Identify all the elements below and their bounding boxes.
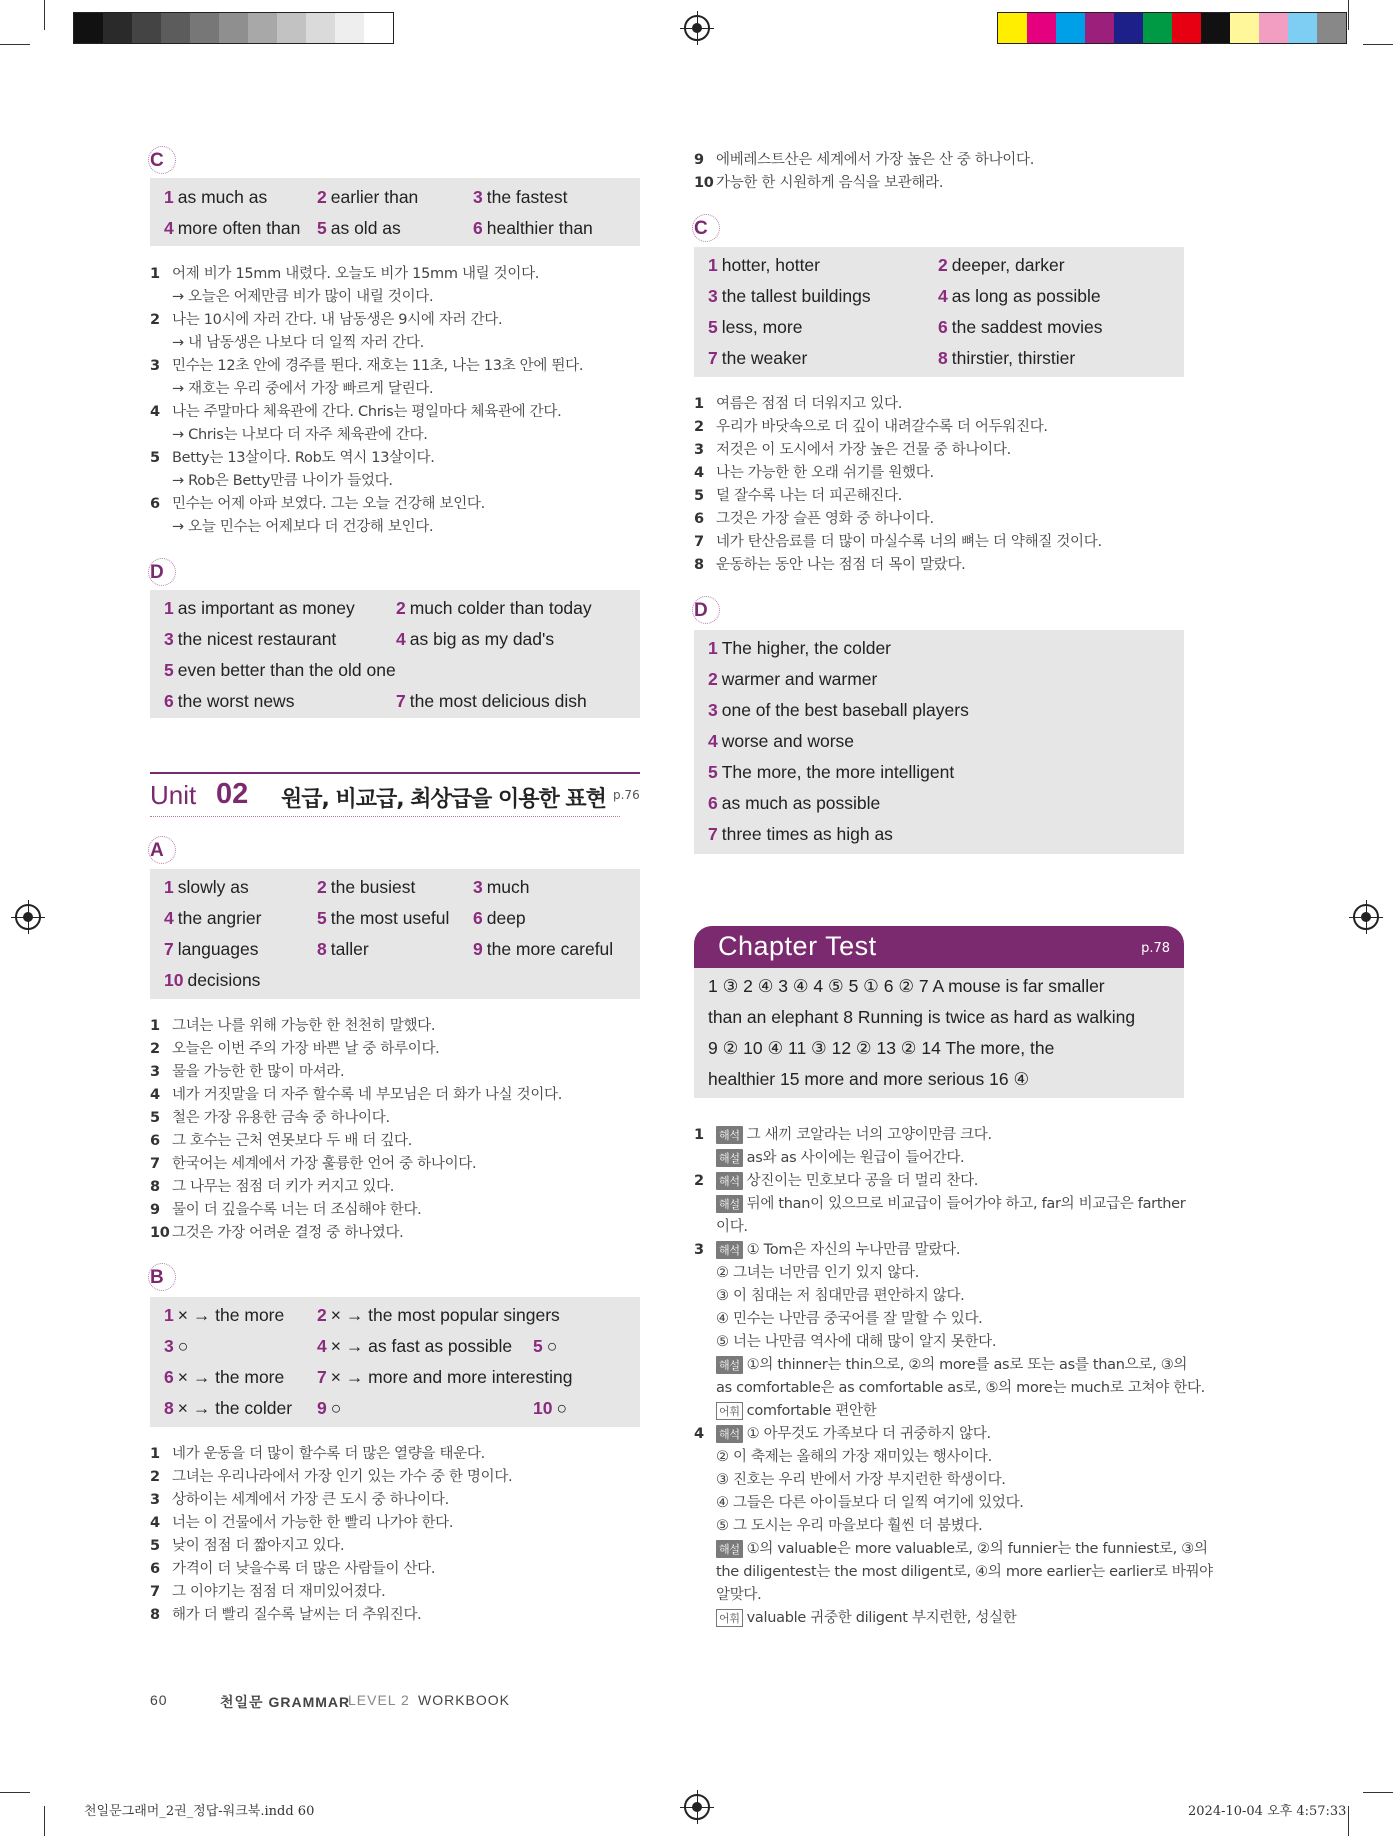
chapter-test-row: healthier 15 more and more serious 16 ④ <box>708 1069 1030 1089</box>
list-item: 7 한국어는 세계에서 가장 훌륭한 언어 중 하나이다. <box>150 1156 477 1172</box>
answer-item: 6 the saddest movies <box>938 317 1103 337</box>
answer-item: 5 the most useful <box>317 908 450 928</box>
unit-bottom-rule <box>150 816 620 818</box>
answer-item: 7 the weaker <box>708 348 808 368</box>
answer-item: 2 the busiest <box>317 877 416 897</box>
note-text: 뒤에 than이 있으므로 비교급이 들어가야 하고, far의 비교급은 farther <box>746 1196 1186 1212</box>
answer-item: 6 × → the more <box>164 1367 285 1387</box>
answer-item: 4 the angrier <box>164 908 262 928</box>
trim-mark <box>1363 44 1393 45</box>
registration-mark-right <box>1353 904 1379 930</box>
note-tag: 어휘 <box>716 1402 743 1420</box>
answer-item: 5 as old as <box>317 218 401 238</box>
chapter-test-row: 9 ② 10 ④ 11 ③ 12 ② 13 ② 14 The more, the <box>708 1038 1055 1058</box>
note-line <box>694 1353 1187 1374</box>
footer-book-title: 천일문 GRAMMAR <box>220 1694 351 1710</box>
answer-item: 3 the fastest <box>473 187 568 207</box>
unit-page-ref: p.76 <box>613 788 640 802</box>
unit-title: 원급, 비교급, 최상급을 이용한 표현 <box>281 787 606 812</box>
note-tag: 해석 <box>716 1241 743 1259</box>
list-item: 7 그 이야기는 점점 더 재미있어졌다. <box>150 1584 386 1600</box>
answer-item: 3 the tallest buildings <box>708 286 871 306</box>
note-line <box>694 1560 1213 1581</box>
answer-item: 2 deeper, darker <box>938 255 1065 275</box>
note-number: 2 <box>694 1173 704 1189</box>
answer-item: 4 worse and worse <box>708 731 855 751</box>
answer-item: 3 ○ <box>164 1336 189 1356</box>
unit-top-rule <box>150 772 640 774</box>
answer-item: 4 as big as my dad's <box>396 629 555 649</box>
note-text: as와 as 사이에는 원급이 들어간다. <box>746 1150 965 1166</box>
answer-item: 10 decisions <box>164 970 261 990</box>
chapter-test-row: 1 ③ 2 ④ 3 ④ 4 ⑤ 5 ① 6 ② 7 A mouse is far smaller <box>708 976 1105 996</box>
answer-item: 5 ○ <box>533 1336 558 1356</box>
answer-item: 8 thirstier, thirstier <box>938 348 1076 368</box>
note-line <box>694 1399 876 1420</box>
answer-item: 2 × → the most popular singers <box>317 1305 560 1325</box>
answer-item: 1 hotter, hotter <box>708 255 820 275</box>
answer-item: 8 × → the colder <box>164 1398 293 1418</box>
list-item: → Chris는 나보다 더 자주 체육관에 간다. <box>172 427 428 443</box>
trim-mark <box>0 1792 30 1793</box>
section-letter-a-left: A <box>150 840 164 862</box>
note-line <box>694 1606 1017 1627</box>
list-item: 6 그것은 가장 슬픈 영화 중 하나이다. <box>694 511 934 527</box>
list-item: 5 덜 잘수록 나는 더 피곤해진다. <box>694 488 903 504</box>
list-item: 10 그것은 가장 어려운 결정 중 하나였다. <box>150 1225 404 1241</box>
list-item: 3 민수는 12초 안에 경주를 뛴다. 재호는 11초, 나는 13초 안에 뛴다. <box>150 358 584 374</box>
footer-workbook: WORKBOOK <box>418 1692 511 1708</box>
trim-mark <box>1348 0 1349 30</box>
note-line <box>694 1422 991 1443</box>
note-line <box>694 1468 1006 1489</box>
answer-item: 1 as important as money <box>164 598 355 618</box>
trim-mark <box>0 44 30 45</box>
note-tag: 해설 <box>716 1540 743 1558</box>
color-swatches <box>997 12 1347 44</box>
answer-item: 7 languages <box>164 939 259 959</box>
unit-label: Unit <box>150 780 197 810</box>
list-item: 2 오늘은 이번 주의 가장 바쁜 날 중 하루이다. <box>150 1041 440 1057</box>
note-line <box>694 1284 964 1305</box>
list-item: 2 우리가 바닷속으로 더 깊이 내려갈수록 더 어두워진다. <box>694 419 1048 435</box>
note-text: comfortable 편안한 <box>746 1403 877 1419</box>
list-item: 5 철은 가장 유용한 금속 중 하나이다. <box>150 1110 390 1126</box>
note-text: ⑤ 그 도시는 우리 마을보다 훨씬 더 붐볐다. <box>716 1518 983 1534</box>
note-text: ③ 진호는 우리 반에서 가장 부지런한 학생이다. <box>716 1472 1006 1488</box>
note-number: 3 <box>694 1242 704 1258</box>
note-tag: 해석 <box>716 1425 743 1443</box>
note-line <box>694 1491 1024 1512</box>
note-tag: 해설 <box>716 1149 743 1167</box>
section-letter-b-left: B <box>150 1267 164 1289</box>
note-number: 4 <box>694 1426 704 1442</box>
answer-item: 8 taller <box>317 939 369 959</box>
answer-item: 1 slowly as <box>164 877 249 897</box>
note-text: ② 이 축제는 올해의 가장 재미있는 행사이다. <box>716 1449 992 1465</box>
note-tag: 해설 <box>716 1356 743 1374</box>
list-item: 4 나는 가능한 한 오래 쉬기를 원했다. <box>694 465 934 481</box>
note-tag: 해설 <box>716 1195 743 1213</box>
answer-item: 3 much <box>473 877 530 897</box>
slug-filename: 천일문그래머_2권_정답-워크북.indd 60 <box>84 1804 315 1819</box>
unit-number: 02 <box>216 778 249 810</box>
note-line <box>694 1238 960 1259</box>
list-item: 3 물을 가능한 한 많이 마셔라. <box>150 1064 345 1080</box>
answer-item: 2 earlier than <box>317 187 419 207</box>
list-item: → Rob은 Betty만큼 나이가 들었다. <box>172 473 393 489</box>
section-letter-c-right: C <box>694 218 708 240</box>
registration-mark-left <box>15 904 41 930</box>
note-text: 그 새끼 코알라는 너의 고양이만큼 크다. <box>746 1127 992 1143</box>
note-text: ④ 민수는 나만큼 중국어를 잘 말할 수 있다. <box>716 1311 983 1327</box>
answer-item: 4 × → as fast as possible <box>317 1336 513 1356</box>
section-letter-d-left: D <box>150 562 164 584</box>
answer-item: 6 healthier than <box>473 218 593 238</box>
list-item: 8 운동하는 동안 나는 점점 더 목이 말랐다. <box>694 557 966 573</box>
note-line <box>694 1307 982 1328</box>
answer-item: 7 three times as high as <box>708 824 893 844</box>
answer-item: 7 the most delicious dish <box>396 691 587 711</box>
chapter-test-title: Chapter Test <box>718 931 877 961</box>
answer-item: 2 warmer and warmer <box>708 669 878 689</box>
answer-item: 6 the worst news <box>164 691 295 711</box>
answer-item: 10 ○ <box>533 1398 568 1418</box>
answer-item: 7 × → more and more interesting <box>317 1367 573 1387</box>
trim-mark <box>1348 1806 1349 1836</box>
trim-mark <box>44 0 45 30</box>
note-line <box>694 1169 978 1190</box>
chapter-test-row: than an elephant 8 Running is twice as hard as walking <box>708 1007 1136 1027</box>
section-letter-d-right: D <box>694 600 708 622</box>
page-number: 60 <box>150 1692 168 1708</box>
note-line <box>694 1376 1205 1397</box>
list-item: 1 여름은 점점 더 더워지고 있다. <box>694 396 903 412</box>
list-item: 6 가격이 더 낮을수록 더 많은 사람들이 산다. <box>150 1561 436 1577</box>
note-text: ① Tom은 자신의 누나만큼 말랐다. <box>746 1242 961 1258</box>
answer-item: 5 The more, the more intelligent <box>708 762 955 782</box>
chapter-test-page-ref: p.78 <box>1141 941 1170 956</box>
list-item: 3 상하이는 세계에서 가장 큰 도시 중 하나이다. <box>150 1492 449 1508</box>
note-line <box>694 1330 996 1351</box>
list-item: 4 네가 거짓말을 더 자주 할수록 네 부모님은 더 화가 나실 것이다. <box>150 1087 563 1103</box>
note-line <box>694 1261 919 1282</box>
list-item: 4 너는 이 건물에서 가능한 한 빨리 나가야 한다. <box>150 1515 454 1531</box>
note-text: ①의 valuable은 more valuable로, ②의 funnier는 the funniest로, ③의 <box>746 1541 1208 1557</box>
registration-mark-top <box>684 15 710 41</box>
answer-item: 5 less, more <box>708 317 803 337</box>
chapter-test-header <box>694 926 1184 968</box>
list-item: 2 나는 10시에 자러 간다. 내 남동생은 9시에 자러 간다. <box>150 312 503 328</box>
answer-item: 5 even better than the old one <box>164 660 396 680</box>
note-line <box>694 1215 748 1236</box>
section-letter-c-left: C <box>150 150 164 172</box>
list-item: 8 해가 더 빨리 질수록 날씨는 더 추워진다. <box>150 1607 422 1623</box>
note-text: as comfortable은 as comfortable as로, ⑤의 more는 much로 고쳐야 한다. <box>716 1380 1205 1396</box>
note-text: ①의 thinner는 thin으로, ②의 more를 as로 또는 as를 than으로, ③의 <box>746 1357 1188 1373</box>
answer-item: 1 as much as <box>164 187 268 207</box>
footer-level: LEVEL 2 <box>348 1692 410 1708</box>
list-item: 10 가능한 한 시원하게 음식을 보관해라. <box>694 175 944 191</box>
answer-item: 6 deep <box>473 908 526 928</box>
note-text: ④ 그들은 다른 아이들보다 더 일찍 여기에 있었다. <box>716 1495 1024 1511</box>
answer-item: 3 the nicest restaurant <box>164 629 337 649</box>
list-item: → 오늘 민수는 어제보다 더 건강해 보인다. <box>172 519 434 535</box>
gray-swatches <box>73 12 394 44</box>
list-item: 9 물이 더 깊을수록 너는 더 조심해야 한다. <box>150 1202 422 1218</box>
answer-item: 1 × → the more <box>164 1305 285 1325</box>
list-item: 9 에베레스트산은 세계에서 가장 높은 산 중 하나이다. <box>694 152 1035 168</box>
note-text: 이다. <box>716 1219 748 1235</box>
answer-item: 4 more often than <box>164 218 301 238</box>
list-item: 1 네가 운동을 더 많이 할수록 더 많은 열량을 태운다. <box>150 1446 485 1462</box>
note-line <box>694 1583 761 1604</box>
answer-item: 9 the more careful <box>473 939 614 959</box>
answer-item: 3 one of the best baseball players <box>708 700 969 720</box>
note-line <box>694 1146 964 1167</box>
list-item: 5 낮이 점점 더 짧아지고 있다. <box>150 1538 345 1554</box>
note-text: 상진이는 민호보다 공을 더 멀리 찬다. <box>746 1173 979 1189</box>
registration-mark-bottom <box>684 1794 710 1820</box>
list-item: → 내 남동생은 나보다 더 일찍 자러 간다. <box>172 335 424 351</box>
note-line <box>694 1192 1185 1213</box>
answer-item: 1 The higher, the colder <box>708 638 892 658</box>
list-item: 6 민수는 어제 아파 보였다. 그는 오늘 건강해 보인다. <box>150 496 485 512</box>
note-text: the diligentest는 the most diligent로, ④의 more earlier는 earlier로 바꿔야 <box>716 1564 1213 1580</box>
note-line <box>694 1514 982 1535</box>
note-tag: 어휘 <box>716 1609 743 1627</box>
list-item: → 재호는 우리 중에서 가장 빠르게 달린다. <box>172 381 434 397</box>
answer-item: 6 as much as possible <box>708 793 881 813</box>
note-text: ① 아무것도 가족보다 더 귀중하지 않다. <box>746 1426 991 1442</box>
note-text: ③ 이 침대는 저 침대만큼 편안하지 않다. <box>716 1288 965 1304</box>
list-item: 2 그녀는 우리나라에서 가장 인기 있는 가수 중 한 명이다. <box>150 1469 513 1485</box>
list-item: 8 그 나무는 점점 더 키가 커지고 있다. <box>150 1179 395 1195</box>
list-item: 5 Betty는 13살이다. Rob도 역시 13살이다. <box>150 450 435 466</box>
list-item: 7 네가 탄산음료를 더 많이 마실수록 너의 뼈는 더 약해질 것이다. <box>694 534 1102 550</box>
answer-item: 9 ○ <box>317 1398 342 1418</box>
note-text: ⑤ 너는 나만큼 역사에 대해 많이 알지 못한다. <box>716 1334 997 1350</box>
list-item: 1 그녀는 나를 위해 가능한 한 천천히 말했다. <box>150 1018 436 1034</box>
answer-item: 2 much colder than today <box>396 598 592 618</box>
note-line <box>694 1123 992 1144</box>
note-text: valuable 귀중한 diligent 부지런한, 성실한 <box>746 1610 1017 1626</box>
note-text: 알맞다. <box>716 1587 762 1603</box>
answer-item: 4 as long as possible <box>938 286 1101 306</box>
note-line <box>694 1537 1208 1558</box>
note-number: 1 <box>694 1127 704 1143</box>
note-line <box>694 1445 992 1466</box>
list-item: → 오늘은 어제만큼 비가 많이 내릴 것이다. <box>172 289 434 305</box>
list-item: 1 어제 비가 15mm 내렸다. 오늘도 비가 15mm 내릴 것이다. <box>150 266 540 282</box>
note-text: ② 그녀는 너만큼 인기 있지 않다. <box>716 1265 920 1281</box>
note-tag: 해석 <box>716 1172 743 1190</box>
list-item: 3 저것은 이 도시에서 가장 높은 건물 중 하나이다. <box>694 442 1011 458</box>
slug-date: 2024-10-04 오후 4:57:33 <box>1188 1804 1347 1819</box>
list-item: 4 나는 주말마다 체육관에 간다. Chris는 평일마다 체육관에 간다. <box>150 404 562 420</box>
trim-mark <box>1363 1792 1393 1793</box>
list-item: 6 그 호수는 근처 연못보다 두 배 더 깊다. <box>150 1133 413 1149</box>
trim-mark <box>44 1806 45 1836</box>
note-tag: 해석 <box>716 1126 743 1144</box>
